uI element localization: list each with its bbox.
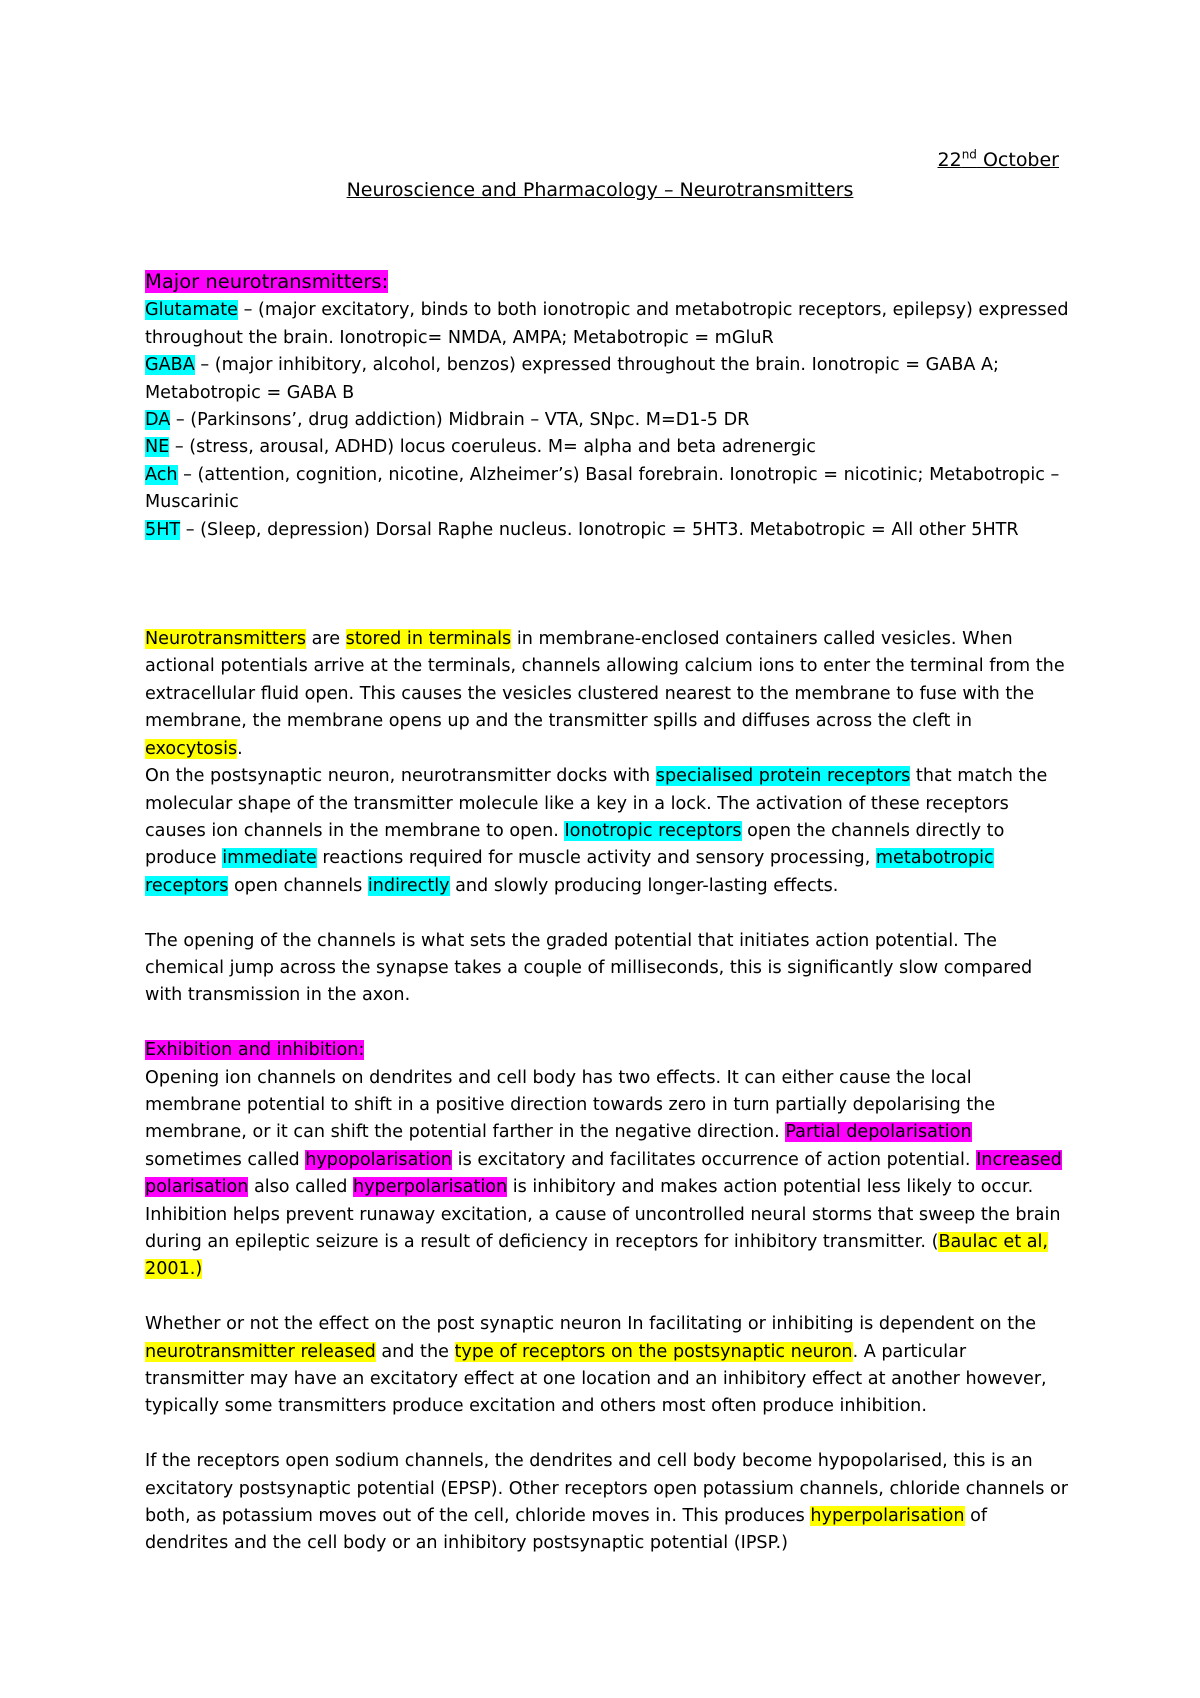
major-item-term: 5HT [145, 519, 181, 540]
paragraph-vesicles [145, 626, 1070, 763]
text-run: in membrane-enclosed containers called vesicles. When actional potentials arrive at the terminals, channels allowing calcium ions to enter the terminal from the extracellular fluid open. This causes the vesicles clustered nearest to the membrane to fuse with the membrane, the membrane opens up and the transmitter spills and diffuses across the cleft in [145, 629, 1065, 732]
highlight-type-of-receptors: type of receptors on the postsynaptic neuron [454, 1341, 853, 1362]
text-run: open the channels directly to produce [145, 820, 1005, 869]
text-run: Opening ion channels on dendrites and cell body has two effects. It can either cause the local membrane potential to shift in a positive direction towards zero in turn partially depolarising the membrane, or it can shift the potential farther in the negative direction. [145, 1067, 996, 1143]
date-suffix: nd [961, 147, 977, 162]
paragraph-epsp-ipsp [145, 1448, 1070, 1558]
major-item-5ht [145, 517, 1070, 544]
highlight-exocytosis: exocytosis [145, 738, 238, 759]
major-item-text: – (Parkinsons’, drug addiction) Midbrain – VTA, SNpc. M=D1-5 DR [170, 410, 750, 431]
highlight-increased-polarisation: Increased polarisation [145, 1149, 1062, 1198]
major-item-ach [145, 462, 1070, 517]
spacer [145, 1421, 1070, 1448]
text-run: is excitatory and facilitates occurrence of action potential. [452, 1149, 977, 1170]
major-item-text: – (stress, arousal, ADHD) locus coeruleus. M= alpha and beta adrenergic [169, 437, 816, 458]
highlight-stored-in-terminals: stored in terminals [345, 629, 512, 650]
major-item-text: – (attention, cognition, nicotine, Alzheimer’s) Basal forebrain. Ionotropic = nicotinic; Metabotropic – Muscarinic [145, 464, 1060, 513]
text-run: open channels [228, 875, 368, 896]
paragraph-receptors [145, 763, 1070, 900]
major-heading-text: Major neurotransmitters: [145, 270, 389, 293]
highlight-partial-depolarisation: Partial depolarisation [785, 1122, 972, 1143]
text-run: sometimes called [145, 1149, 306, 1170]
text-run: . A particular transmitter may have an excitatory effect at one location and an inhibitory effect at another however, typically some transmitters produce excitation and others most often produce inhibition. [145, 1341, 1047, 1417]
major-item-term: NE [145, 437, 170, 458]
major-item-ne [145, 434, 1070, 461]
highlight-hyperpolarisation: hyperpolarisation [352, 1177, 508, 1198]
major-item-gaba [145, 352, 1070, 407]
major-item-term: GABA [145, 355, 195, 376]
highlight-ionotropic-receptors: Ionotropic receptors [564, 820, 742, 841]
highlight-citation: Baulac et al, 2001.) [145, 1231, 1048, 1280]
highlight-immediate: immediate [222, 848, 317, 869]
spacer [145, 900, 1070, 927]
text-run: and slowly producing longer-lasting effects. [449, 875, 839, 896]
major-heading [145, 268, 1070, 297]
major-item-term: Glutamate [145, 300, 238, 321]
spacer [145, 1284, 1070, 1311]
highlight-hypopolarisation: hypopolarisation [305, 1149, 453, 1170]
text-run: that match the molecular shape of the transmitter molecule like a key in a lock. The activation of these receptors causes ion channels in the membrane to open. [145, 766, 1048, 841]
exhibition-heading-text: Exhibition and inhibition: [145, 1040, 365, 1061]
page-title: Neuroscience and Pharmacology – Neurotransmitters [346, 179, 854, 201]
spacer [145, 544, 1070, 626]
text-run: are [306, 629, 346, 650]
text-run: of dendrites and the cell body or an inhibitory postsynaptic potential (IPSP.) [145, 1506, 988, 1554]
major-item-text: – (major excitatory, binds to both ionotropic and metabotropic receptors, epilepsy) expressed throughout the brain. Ionotropic= NMDA, AMPA; Metabotropic = mGluR [145, 300, 1069, 348]
date-day: 22 [937, 149, 962, 171]
major-item-da [145, 407, 1070, 434]
date-month: October [976, 149, 1059, 171]
text-run: and the [375, 1341, 455, 1362]
text-run: On the postsynaptic neuron, neurotransmitter docks with [145, 766, 656, 787]
paragraph-exhibition [145, 1065, 1070, 1284]
date [938, 148, 1060, 172]
highlight-indirectly: indirectly [367, 875, 450, 896]
text-run: . [237, 738, 243, 759]
paragraph-effect [145, 1311, 1070, 1421]
text-run: Whether or not the effect on the post synaptic neuron In facilitating or inhibiting is dependent on the [145, 1314, 1037, 1335]
highlight-specialised-receptors: specialised protein receptors [655, 766, 911, 787]
text-run: is inhibitory and makes action potential less likely to occur. Inhibition helps prevent runaway excitation, a cause of uncontrolled neural storms that sweep the brain during an epileptic seizure is a result of deficiency in receptors for inhibitory transmitter. ( [145, 1177, 1061, 1252]
highlight-hyperpolarisation: hyperpolarisation [810, 1506, 965, 1526]
highlight-metabotropic-receptors: metabotropic receptors [145, 848, 994, 896]
text-run: reactions required for muscle activity and sensory processing, [316, 848, 876, 869]
document-body [145, 268, 1070, 1558]
major-item-glutamate [145, 297, 1070, 352]
major-item-text: – (Sleep, depression) Dorsal Raphe nucleus. Ionotropic = 5HT3. Metabotropic = All other 5HTR [180, 519, 1019, 540]
highlight-neurotransmitter-released: neurotransmitter released [145, 1341, 376, 1362]
major-item-text: – (major inhibitory, alcohol, benzos) expressed throughout the brain. Ionotropic = GABA A; Metabotropic = GABA B [145, 355, 999, 403]
paragraph-graded-potential: The opening of the channels is what sets the graded potential that initiates action potential. The chemical jump across the synapse takes a couple of milliseconds, this is significantly slow compared with transmission in the axon. [145, 930, 1033, 1006]
text-run: If the receptors open sodium channels, the dendrites and cell body become hypopolarised, this is an excitatory postsynaptic potential (EPSP). Other receptors open potassium channels, chloride channels or both, as potassium moves out of the cell, chloride moves in. This produces [145, 1451, 1069, 1526]
major-item-term: DA [145, 410, 171, 431]
text-run: also called [248, 1177, 353, 1198]
major-item-term: Ach [145, 464, 178, 485]
highlight-neurotransmitters: Neurotransmitters [145, 629, 307, 650]
spacer [145, 1010, 1070, 1037]
exhibition-heading [145, 1037, 1070, 1064]
